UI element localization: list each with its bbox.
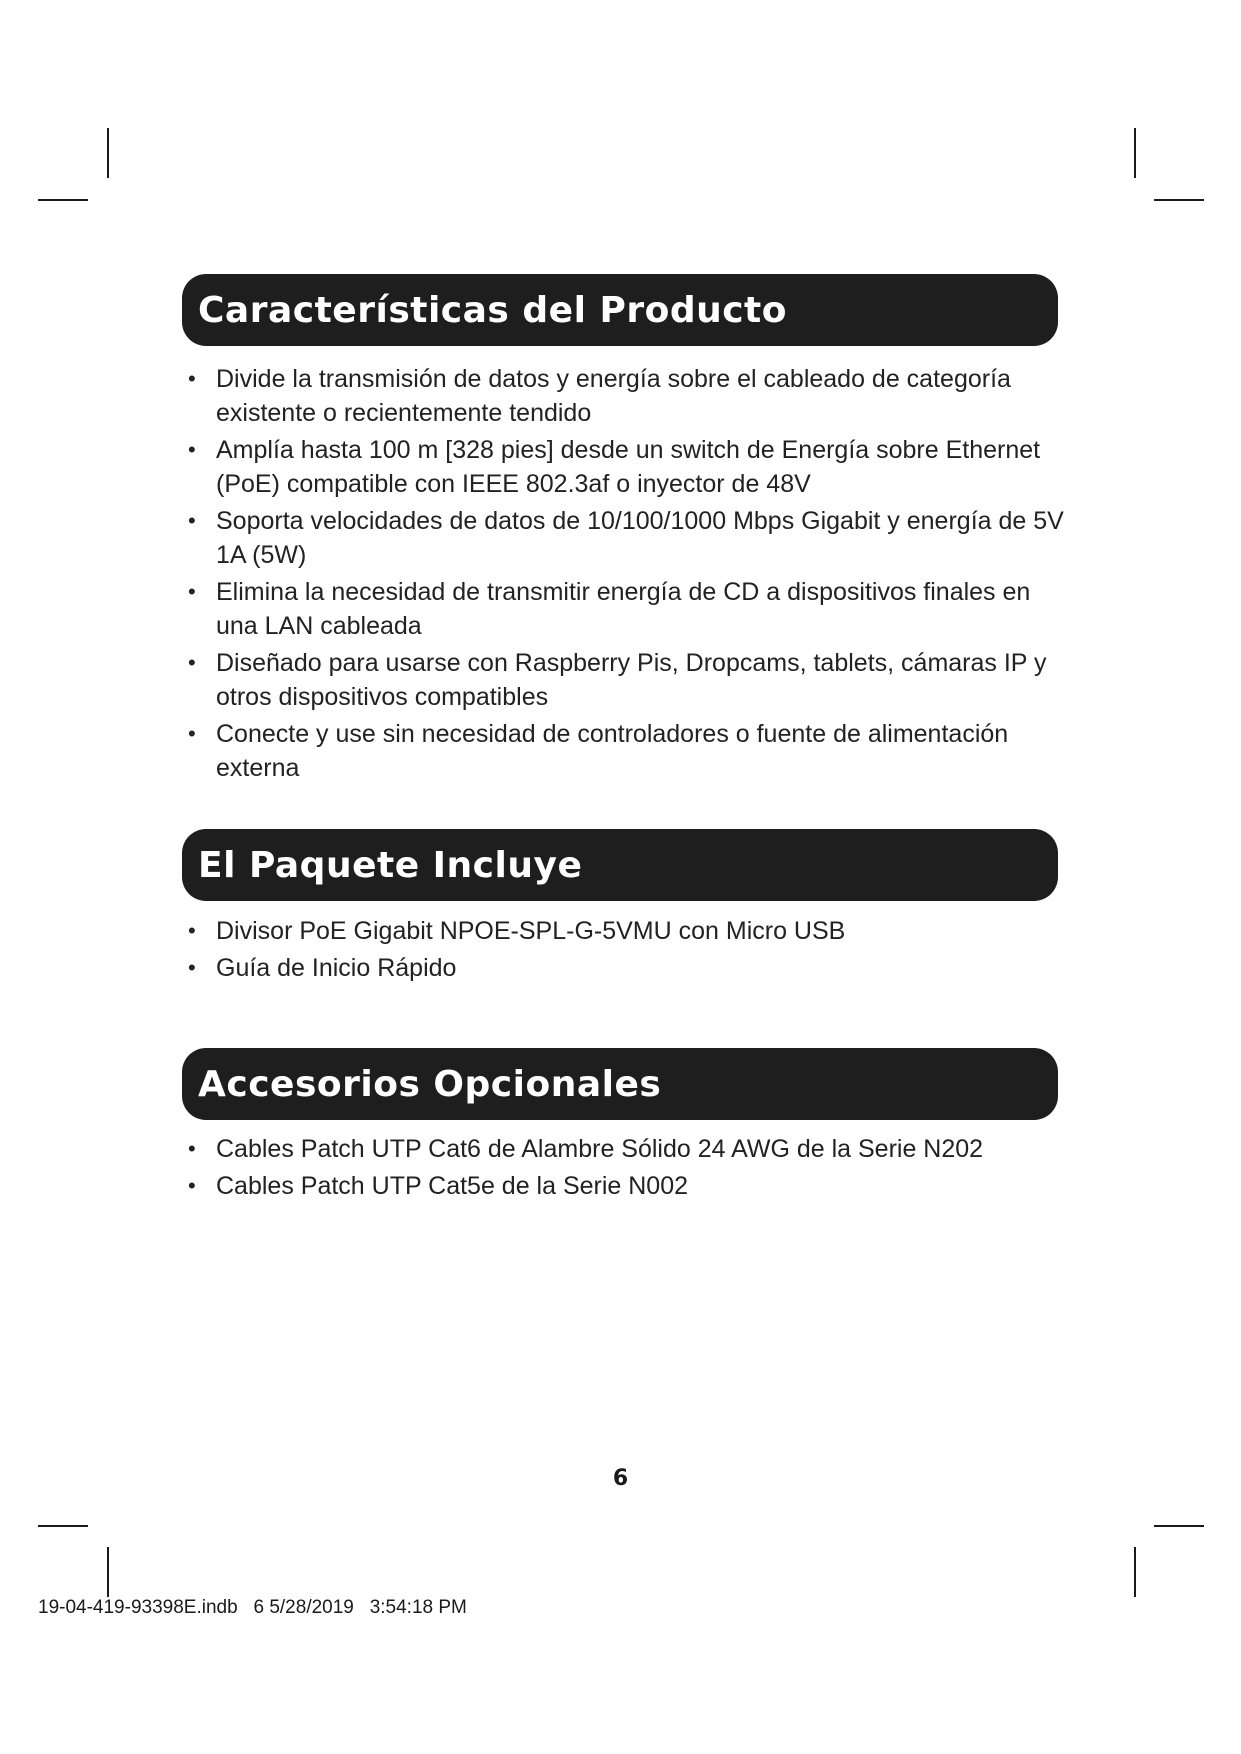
accessories-list (186, 1132, 1066, 1206)
list-item: • Amplía hasta 100 m [328 pies] desde un switch de Energía sobre Ethernet (PoE) compatible con IEEE 802.3af o inyector de 48V (188, 436, 1041, 498)
crop-mark-top-right-horizontal (1154, 199, 1204, 201)
list-item: • Soporta velocidades de datos de 10/100/1000 Mbps Gigabit y energía de 5V 1A (5W) (188, 507, 1064, 569)
crop-mark-top-left-vertical (107, 128, 109, 178)
list-item: • Elimina la necesidad de transmitir energía de CD a dispositivos finales en una LAN cableada (188, 578, 1031, 640)
list-item: • Cables Patch UTP Cat5e de la Serie N002 (188, 1172, 689, 1200)
crop-mark-top-left-horizontal (38, 199, 88, 201)
page-number: 6 (612, 1466, 629, 1491)
list-item: • Cables Patch UTP Cat6 de Alambre Sólido 24 AWG de la Serie N202 (188, 1135, 984, 1163)
list-item: • Diseñado para usarse con Raspberry Pis, Dropcams, tablets, cámaras IP y otros dispositivos compatibles (188, 649, 1047, 711)
features-list (186, 362, 1066, 788)
crop-mark-top-right-vertical (1134, 128, 1136, 178)
list-item: • Divide la transmisión de datos y energía sobre el cableado de categoría existente o recientemente tendido (188, 365, 1011, 427)
crop-mark-bottom-left-horizontal (38, 1525, 88, 1527)
section-title: El Paquete Incluye (198, 844, 583, 886)
list-item: • Conecte y use sin necesidad de controladores o fuente de alimentación externa (188, 720, 1009, 782)
section-title: Características del Producto (198, 289, 787, 331)
section-header-features (182, 274, 1058, 346)
crop-mark-bottom-right-vertical (1134, 1547, 1136, 1597)
section-header-package (182, 829, 1058, 901)
crop-mark-bottom-left-vertical (107, 1547, 109, 1597)
crop-mark-bottom-right-horizontal (1154, 1525, 1204, 1527)
list-item: • Guía de Inicio Rápido (188, 954, 457, 982)
package-list (186, 914, 1066, 988)
section-header-accessories (182, 1048, 1058, 1120)
list-item: • Divisor PoE Gigabit NPOE-SPL-G-5VMU con Micro USB (188, 917, 846, 945)
section-title: Accesorios Opcionales (198, 1063, 662, 1105)
print-slug: 19-04-419-93398E.indb 6 5/28/2019 3:54:18 PM (38, 1597, 467, 1618)
